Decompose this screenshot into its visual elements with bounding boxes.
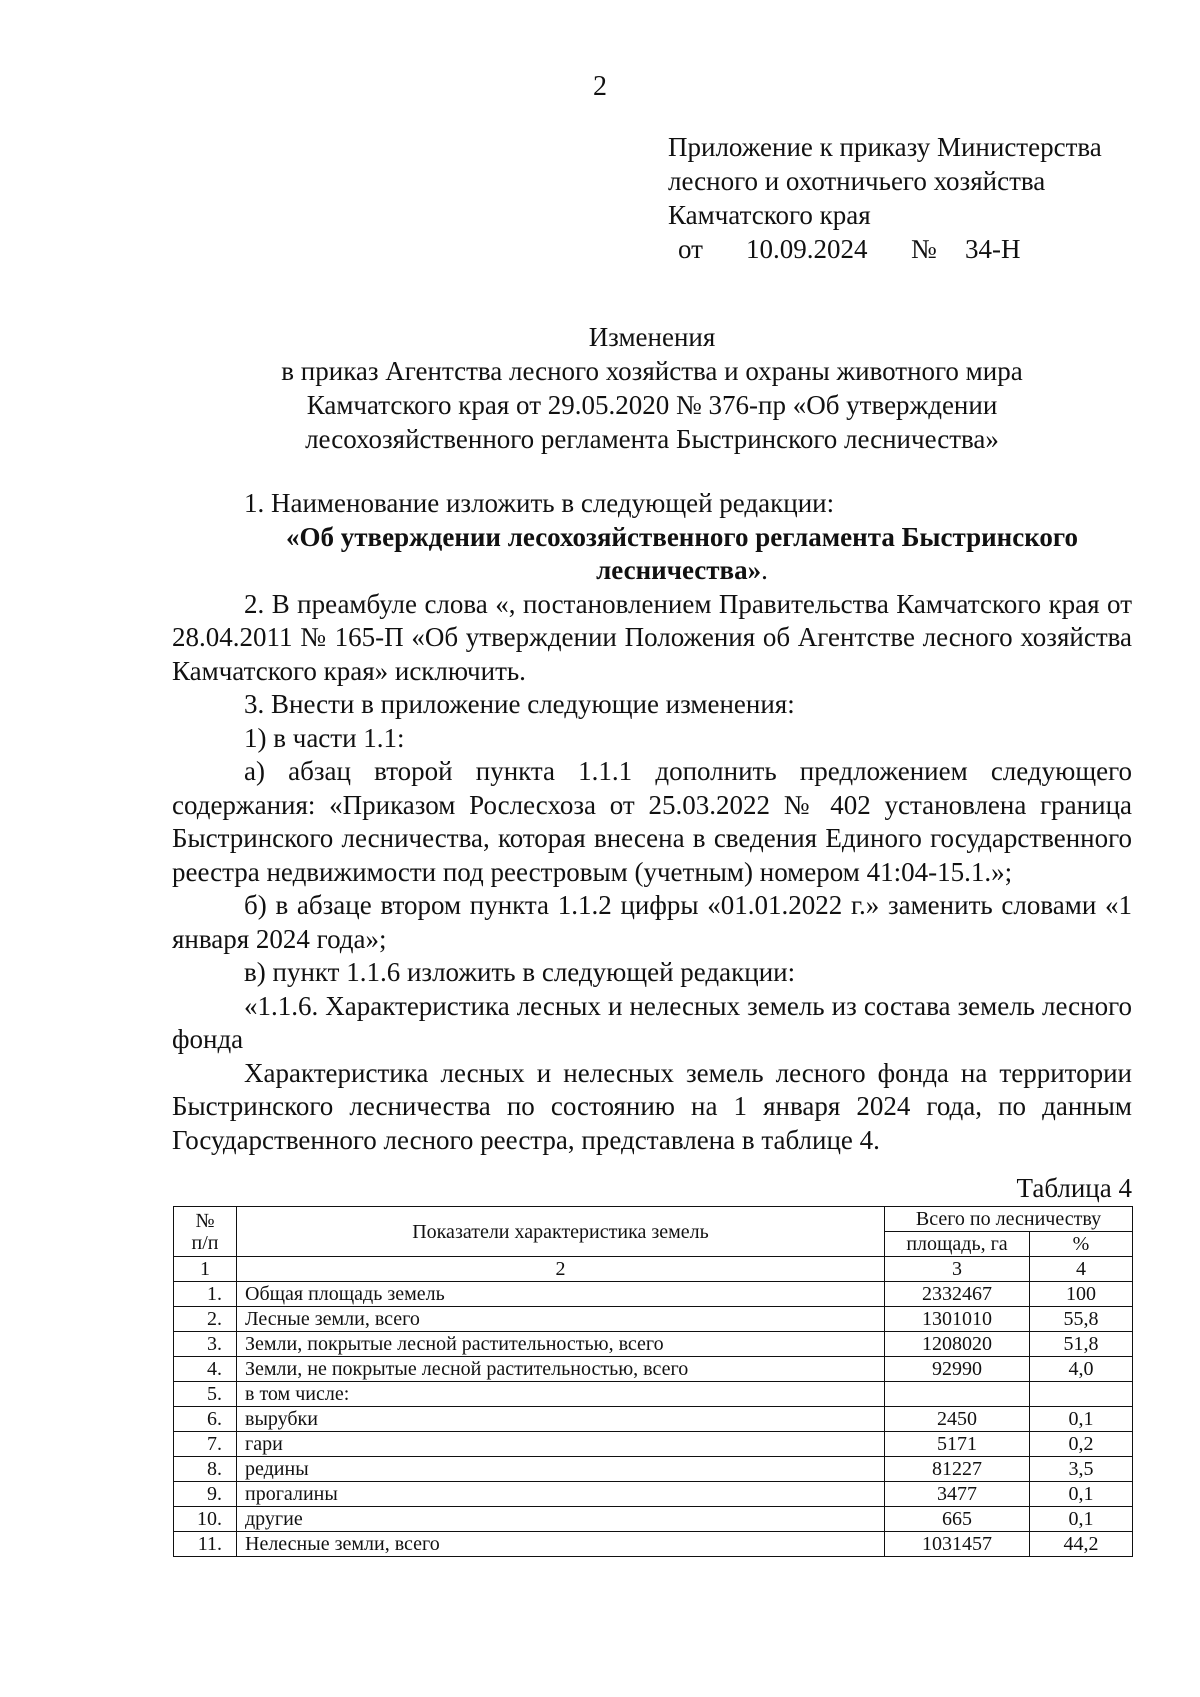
row-number: 3. — [174, 1332, 237, 1357]
table-caption: Таблица 4 — [1016, 1173, 1132, 1203]
order-number: 34-Н — [965, 234, 1021, 264]
bold-title-line-1: «Об утверждении лесохозяйственного регламента Быстринского — [286, 521, 1078, 552]
document-title — [172, 320, 1132, 456]
row-percent: 44,2 — [1030, 1532, 1133, 1557]
row-area: 1031457 — [885, 1532, 1030, 1557]
column-number: 3 — [885, 1257, 1030, 1282]
row-area: 2450 — [885, 1407, 1030, 1432]
row-area: 5171 — [885, 1432, 1030, 1457]
row-percent: 3,5 — [1030, 1457, 1133, 1482]
title-line: Изменения — [588, 322, 716, 352]
table-row — [174, 1282, 1133, 1307]
appendix-date-line — [678, 232, 1148, 266]
paragraph-6: б) в абзаце втором пункта 1.1.2 цифры «01.01.2022 г.» заменить словами «1 января 2024 года»; — [172, 890, 1132, 954]
header-total: Всего по лесничеству — [885, 1207, 1133, 1232]
header-no — [174, 1207, 237, 1257]
row-number: 1. — [174, 1282, 237, 1307]
row-number: 5. — [174, 1382, 237, 1407]
column-number: 1 — [174, 1257, 237, 1282]
row-percent: 0,2 — [1030, 1432, 1133, 1457]
row-percent: 100 — [1030, 1282, 1133, 1307]
row-percent: 0,1 — [1030, 1407, 1133, 1432]
appendix-line: Камчатского края — [668, 200, 871, 230]
row-number: 2. — [174, 1307, 237, 1332]
header-pct: % — [1030, 1232, 1133, 1257]
row-area — [885, 1382, 1030, 1407]
paragraph-1: 1. Наименование изложить в следующей редакции: — [244, 488, 835, 518]
order-date: 10.09.2024 — [746, 234, 868, 264]
row-number: 9. — [174, 1482, 237, 1507]
appendix-line: лесного и охотничьего хозяйства — [668, 166, 1046, 196]
row-percent: 51,8 — [1030, 1332, 1133, 1357]
paragraph-4: 1) в части 1.1: — [244, 722, 405, 753]
row-number: 8. — [174, 1457, 237, 1482]
row-indicator: Земли, не покрытые лесной растительностью, всего — [237, 1357, 885, 1382]
paragraph-5: а) абзац второй пункта 1.1.1 дополнить предложением следующего содержания: «Приказом Рослесхоза от 25.03.2022 № 402 установлена граница Быстринского лесничества, которая внесена в сведения Единого государственного реестра недвижимости под реестровым (учетным) номером 41:04-15.1.»; — [172, 756, 1132, 887]
appendix-block — [668, 130, 1148, 266]
table-row — [174, 1457, 1133, 1482]
title-line: Камчатского края от 29.05.2020 № 376-пр «Об утверждении — [306, 390, 998, 420]
header-no-line1: № — [195, 1209, 215, 1232]
row-area: 2332467 — [885, 1282, 1030, 1307]
row-indicator: другие — [237, 1507, 885, 1532]
row-number: 4. — [174, 1357, 237, 1382]
row-area: 1208020 — [885, 1332, 1030, 1357]
row-number: 6. — [174, 1407, 237, 1432]
row-number: 10. — [174, 1507, 237, 1532]
row-percent: 0,1 — [1030, 1507, 1133, 1532]
row-indicator: прогалины — [237, 1482, 885, 1507]
row-number: 7. — [174, 1432, 237, 1457]
row-indicator: Земли, покрытые лесной растительностью, всего — [237, 1332, 885, 1357]
appendix-line: Приложение к приказу Министерства — [668, 132, 1102, 162]
row-indicator: Общая площадь земель — [237, 1282, 885, 1307]
row-indicator: Нелесные земли, всего — [237, 1532, 885, 1557]
paragraph-2: 2. В преамбуле слова «, постановлением Правительства Камчатского края от 28.04.2011 № 165-П «Об утверждении Положения об Агентстве лесного хозяйства Камчатского края» исключить. — [172, 588, 1132, 686]
paragraph-9: Характеристика лесных и нелесных земель лесного фонда на территории Быстринского лесничества по состоянию на 1 января 2024 года, по данным Государственного лесного реестра, представлена в таблице 4. — [172, 1057, 1132, 1155]
row-number: 11. — [174, 1532, 237, 1557]
row-percent: 55,8 — [1030, 1307, 1133, 1332]
row-indicator: редины — [237, 1457, 885, 1482]
row-indicator: Лесные земли, всего — [237, 1307, 885, 1332]
row-area: 81227 — [885, 1457, 1030, 1482]
title-line: в приказ Агентства лесного хозяйства и охраны животного мира — [281, 356, 1023, 386]
paragraph-8: «1.1.6. Характеристика лесных и нелесных земель из состава земель лесного фонда — [172, 990, 1132, 1054]
row-area: 92990 — [885, 1357, 1030, 1382]
table-row — [174, 1482, 1133, 1507]
table-row — [174, 1432, 1133, 1457]
row-indicator: вырубки — [237, 1407, 885, 1432]
bold-title-end: . — [761, 555, 768, 585]
column-number: 4 — [1030, 1257, 1133, 1282]
number-sign: № — [911, 234, 937, 264]
row-percent — [1030, 1382, 1133, 1407]
table-row — [174, 1407, 1133, 1432]
from-label: от — [678, 234, 703, 264]
column-number: 2 — [237, 1257, 885, 1282]
land-characteristics-table — [173, 1206, 1133, 1557]
bold-title-line-2 — [172, 554, 1132, 588]
row-area: 1301010 — [885, 1307, 1030, 1332]
row-percent: 4,0 — [1030, 1357, 1133, 1382]
table-row — [174, 1507, 1133, 1532]
row-indicator: в том числе: — [237, 1382, 885, 1407]
document-body — [172, 487, 1132, 1157]
table-row — [174, 1382, 1133, 1407]
table-row — [174, 1532, 1133, 1557]
bold-title-text: лесничества» — [596, 555, 762, 585]
row-indicator: гари — [237, 1432, 885, 1457]
table-row — [174, 1332, 1133, 1357]
row-area: 665 — [885, 1507, 1030, 1532]
paragraph-3: 3. Внести в приложение следующие изменения: — [244, 689, 795, 719]
page-number: 2 — [593, 71, 607, 102]
title-line: лесохозяйственного регламента Быстринского лесничества» — [305, 424, 999, 454]
row-percent: 0,1 — [1030, 1482, 1133, 1507]
row-area: 3477 — [885, 1482, 1030, 1507]
header-no-line2: п/п — [191, 1231, 219, 1254]
header-indicator: Показатели характеристика земель — [237, 1207, 885, 1257]
table-row — [174, 1307, 1133, 1332]
table-row — [174, 1357, 1133, 1382]
paragraph-7: в) пункт 1.1.6 изложить в следующей редакции: — [244, 957, 796, 987]
header-area: площадь, га — [885, 1232, 1030, 1257]
table-body — [174, 1282, 1133, 1557]
